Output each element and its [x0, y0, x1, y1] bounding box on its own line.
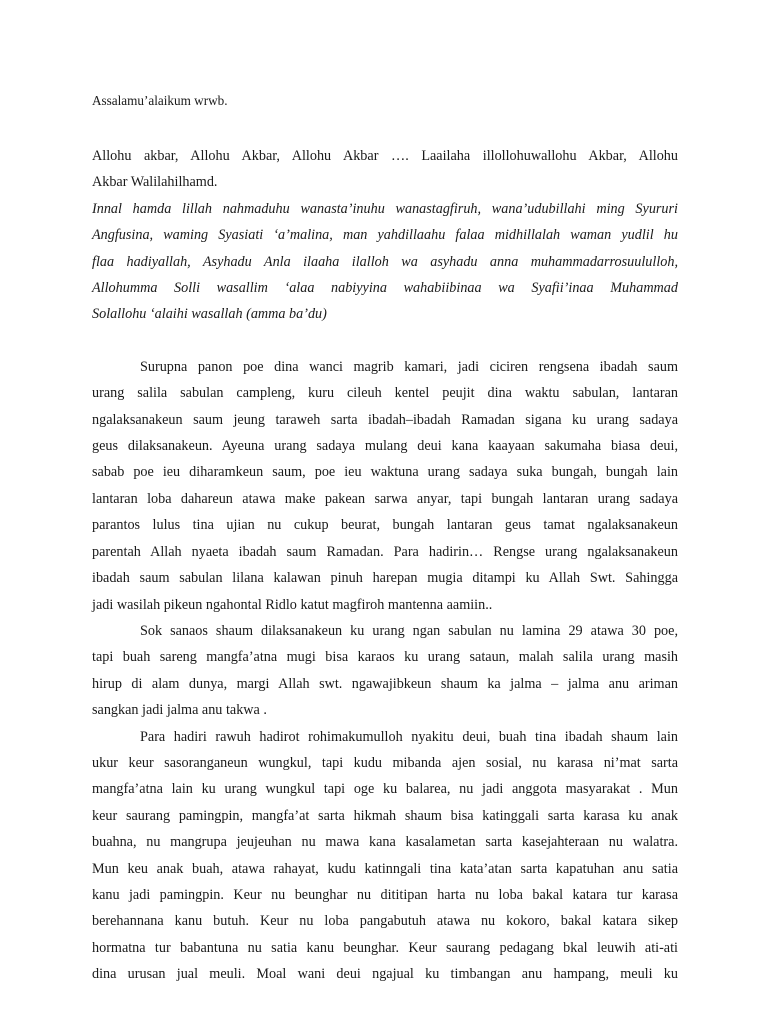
opening-prayer: [92, 196, 678, 328]
text-line: Sok sanaos shaum dilaksanakeun ku urang ngan sabulan nu lamina 29 atawa 30 poe,: [140, 622, 678, 639]
text-line: flaa hadiyallah, Asyhadu Anla ilaaha ilalloh wa asyhadu anna muhammadarrosuululloh,: [92, 253, 678, 270]
text-line: Surupna panon poe dina wanci magrib kamari, jadi ciciren rengsena ibadah saum: [140, 358, 678, 375]
text-line: kanu jadi pamingpin. Keur nu beunghar nu dititipan harta nu loba bakal katara tur karasa: [92, 886, 678, 903]
text-line: Akbar Walilahilhamd.: [92, 174, 218, 191]
greeting: Assalamu’alaikum wrwb.: [92, 93, 228, 108]
text-line: sabab poe ieu diharamkeun saum, poe ieu waktuna urang sadaya suka bungah, bungah lain: [92, 464, 678, 481]
text-line: geus dilaksanakeun. Ayeuna urang sadaya mulang deui kana kaayaan sakumaha biasa deui,: [92, 438, 678, 455]
text-line: Solallohu ‘alaihi wasallah (amma ba’du): [92, 306, 327, 323]
text-line: berehannana kanu butuh. Keur nu loba pangabutuh atawa nu kokoro, bakal katara sikep: [92, 913, 678, 930]
takbir-paragraph: [92, 143, 678, 196]
text-line: tapi buah sareng mangfa’atna mugi bisa karaos ku urang sataun, malah salila urang masih: [92, 649, 678, 666]
text-line: Para hadiri rawuh hadirot rohimakumulloh nyakitu deui, buah tina ibadah shaum lain: [140, 728, 678, 745]
text-line: Innal hamda lillah nahmaduhu wanasta’inuhu wanastagfiruh, wana’udubillahi ming Syururi: [92, 200, 678, 217]
paragraph-3: [92, 724, 678, 988]
text-line: ngalaksanakeun saum jeung taraweh sarta ibadah–ibadah Ramadan sigana ku urang sadaya: [92, 411, 678, 428]
text-line: Angfusina, waming Syasiati ‘a’malina, man yahdillaahu falaa midhillalah waman yudlil hu: [92, 227, 678, 244]
text-line: keur saurang pamingpin, mangfa’at sarta hikmah shaum bisa katinggali sarta karasa ku anak: [92, 807, 678, 824]
text-line: Allohumma Solli wasallim ‘alaa nabiyyina wahabiibinaa wa Syafii’inaa Muhammad: [92, 280, 678, 297]
text-line: dina urusan jual meuli. Moal wani deui ngajual ku timbangan anu hampang, meuli ku: [92, 966, 678, 983]
text-line: hirup di alam dunya, margi Allah swt. ngawajibkeun shaum ka jalma – jalma anu ariman: [92, 675, 678, 692]
text-line: Mun keu anak buah, atawa rahayat, kudu katinngali tina kata’atan sarta kapatuhan anu satia: [92, 860, 678, 877]
text-line: ukur keur sasoranganeun wungkul, tapi kudu mibanda ajen sosial, nu karasa ni’mat sarta: [92, 754, 678, 771]
text-line: urang salila sabulan campleng, kuru cileuh kentel peujit dina waktu sabulan, lantaran: [92, 385, 678, 402]
paragraph-1: [92, 354, 678, 618]
text-line: jadi wasilah pikeun ngahontal Ridlo katut magfiroh mantenna aamiin..: [92, 596, 493, 613]
text-line: hormatna tur babantuna nu satia kanu beunghar. Keur saurang pedagang bkal leuwih ati-ati: [92, 939, 678, 956]
text-line: buahna, nu mangrupa jeujeuhan nu mawa kana kasalametan sarta kasejahteraan nu walatra.: [92, 834, 678, 851]
text-line: mangfa’atna lain ku urang wungkul tapi oge ku balarea, nu jadi anggota masyarakat . Mun: [92, 781, 678, 798]
text-line: sangkan jadi jalma anu takwa .: [92, 702, 267, 719]
text-line: ibadah saum sabulan lilana kalawan pinuh harepan mugia ditampi ku Allah Swt. Sahingga: [92, 570, 678, 587]
text-line: Allohu akbar, Allohu Akbar, Allohu Akbar …. Laailaha illollohuwallohu Akbar, Allohu: [92, 148, 678, 164]
paragraph-2: [92, 618, 678, 724]
text-line: parentah Allah nyaeta ibadah saum Ramadan. Para hadirin… Rengse urang ngalaksanakeun: [92, 543, 678, 560]
text-line: lantaran loba dahareun atawa make pakean sarwa anyar, tapi bungah lantaran urang sadaya: [92, 490, 678, 507]
text-line: parantos lulus tina ujian nu cukup beurat, bungah lantaran geus tamat ngalaksanakeun: [92, 517, 678, 534]
